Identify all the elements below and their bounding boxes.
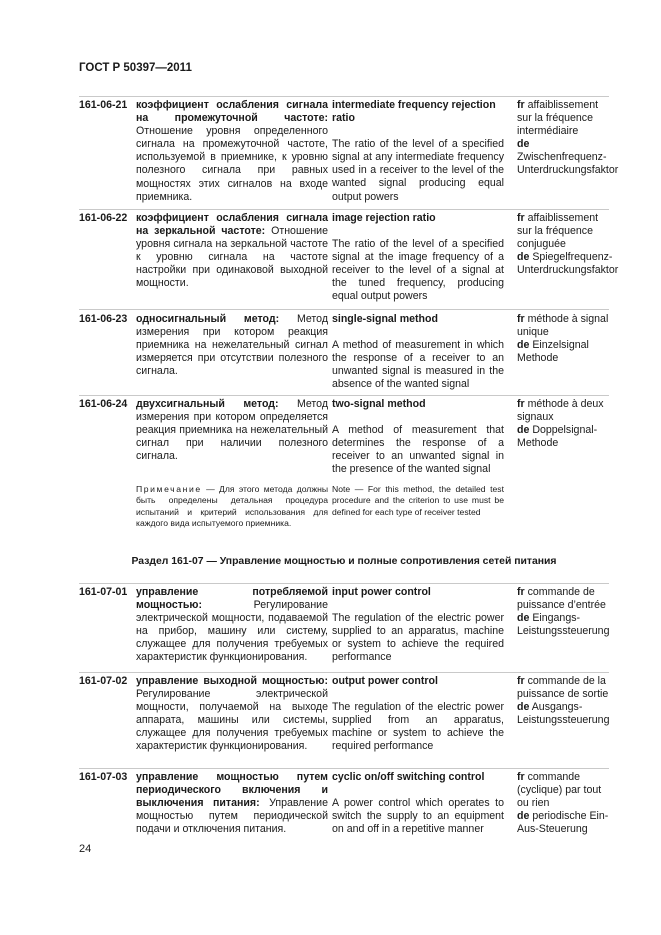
french-term: commande de puissance d’entrée xyxy=(517,586,606,612)
russian-text: Регулирование электрической мощности, получаемой на выходе аппарата, машины или системы, служащее для получения требуемых характеристик функционирования. xyxy=(136,688,328,753)
language-code: de xyxy=(517,701,530,714)
english-text: A method of measurement in which the response of a receiver to an unwanted signal is measured in the absence of the wanted signal xyxy=(332,339,504,391)
language-code: de xyxy=(517,138,530,151)
english-definition xyxy=(332,586,504,664)
english-text: The regulation of the electric power supplied from an apparatus, machine or system to achieve the required performance xyxy=(332,701,504,753)
divider xyxy=(79,309,609,310)
divider xyxy=(79,672,609,673)
russian-text: Регулирование электрической мощности, подаваемой на прибор, машину или систему, служащее для получения требуемых характеристик функционирования. xyxy=(136,599,328,664)
language-code: fr xyxy=(517,212,525,224)
english-definition xyxy=(332,398,504,476)
term-number: 161-07-01 xyxy=(79,586,128,598)
language-code: fr xyxy=(517,675,525,687)
english-note: Note — For this method, the detailed test procedure and the criterion to use must be defined for each type of receiver tested xyxy=(332,484,504,517)
russian-text: Управление мощностью путем периодической подачи и отключения питания. xyxy=(136,797,328,836)
term-number: 161-07-03 xyxy=(79,771,128,783)
german-term: Zwischenfrequenz-Unterdruckungsfaktor xyxy=(517,151,619,177)
language-code: de xyxy=(517,810,530,823)
russian-term: управление выходной мощностью: xyxy=(136,675,328,687)
english-term: single-signal method xyxy=(332,313,438,325)
german-term: Einzelsignal Methode xyxy=(517,339,589,365)
russian-note xyxy=(136,484,328,529)
english-definition xyxy=(332,313,504,391)
german-term: periodische Ein-Aus-Steuerung xyxy=(517,810,609,836)
language-code: de xyxy=(517,251,530,264)
russian-definition xyxy=(136,313,328,378)
russian-term: управление мощностью путем периодического включения и выключения питания: xyxy=(136,771,328,810)
french-german-terms xyxy=(517,99,619,178)
russian-definition xyxy=(136,675,328,754)
english-term: output power control xyxy=(332,675,438,687)
term-number: 161-06-24 xyxy=(79,398,128,410)
language-code: de xyxy=(517,339,530,352)
french-term: méthode à signal unique xyxy=(517,313,609,339)
russian-text: Отношение уровня определенного сигнала на промежуточной частоте, используемой в приемнике, к уровню полезного сигнала при равных мощностях этих сигналов на входе приемника. xyxy=(136,125,328,203)
german-term: Eingangs-Leistungssteuerung xyxy=(517,612,610,638)
document-header: ГОСТ Р 50397—2011 xyxy=(79,62,192,74)
russian-text: Отношение уровня сигнала на зеркальной частоте к уровню сигнала на частоте настройки при одинаковой выходной мощности. xyxy=(136,225,328,290)
term-number: 161-07-02 xyxy=(79,675,128,687)
russian-term: односигнальный метод: xyxy=(136,313,280,325)
french-term: méthode à deux signaux xyxy=(517,398,604,424)
russian-definition xyxy=(136,586,328,665)
language-code: de xyxy=(517,612,530,625)
english-term: intermediate frequency rejection ratio xyxy=(332,99,496,125)
german-term: Doppelsignal-Methode xyxy=(517,424,598,450)
divider xyxy=(79,768,609,769)
german-term: Ausgangs-Leistungssteuerung xyxy=(517,701,610,727)
english-term: input power control xyxy=(332,586,431,598)
russian-term: управление потребляемой мощностью: xyxy=(136,586,328,612)
english-definition xyxy=(332,675,504,753)
term-number: 161-06-22 xyxy=(79,212,128,224)
page-number: 24 xyxy=(79,843,92,855)
language-code: de xyxy=(517,424,530,437)
english-text: A method of measurement that determines the response of a receiver to an unwanted signal in the presence of the wanted signal xyxy=(332,424,504,476)
english-term: image rejection ratio xyxy=(332,212,436,224)
russian-note-text: — Для этого метода должны быть определены детальная процедура испытаний и критерий использования для каждого вида испытуемого приемника. xyxy=(136,484,328,528)
french-german-terms xyxy=(517,675,613,727)
english-term: cyclic on/off switching control xyxy=(332,771,485,783)
french-term: commande (cyclique) par tout ou rien xyxy=(517,771,602,810)
section-heading: Раздел 161-07 — Управление мощностью и полные сопротивления сетей питания xyxy=(131,556,557,567)
language-code: fr xyxy=(517,771,525,783)
russian-term: коэффициент ослабления сигнала на зеркальной частоте: xyxy=(136,212,328,238)
french-term: commande de la puissance de sortie xyxy=(517,675,609,701)
russian-definition xyxy=(136,99,328,204)
german-term: Spiegelfrequenz-Unterdruckungsfaktor xyxy=(517,251,619,277)
english-definition xyxy=(332,771,504,836)
french-german-terms xyxy=(517,771,613,836)
english-definition xyxy=(332,99,504,204)
russian-definition xyxy=(136,771,328,836)
language-code: fr xyxy=(517,313,525,325)
french-german-terms xyxy=(517,212,619,277)
english-text: A power control which operates to switch the supply to an equipment on and off in a repetitive manner xyxy=(332,797,504,836)
russian-text: Метод измерения при котором определяется реакция приемника на нежелательный сигнал при наличии полезного сигнала. xyxy=(136,398,328,463)
french-term: affaiblissement sur la fréquence conjuguée xyxy=(517,212,599,251)
french-german-terms xyxy=(517,313,613,365)
french-term: affaiblissement sur la fréquence intermédiaire xyxy=(517,99,599,138)
divider xyxy=(79,209,609,210)
language-code: fr xyxy=(517,586,525,598)
russian-definition xyxy=(136,212,328,291)
language-code: fr xyxy=(517,398,525,410)
language-code: fr xyxy=(517,99,525,111)
english-text: The regulation of the electric power supplied to an apparatus, machine or system to achieve the required performance xyxy=(332,612,504,664)
english-definition xyxy=(332,212,504,304)
russian-term: коэффициент ослабления сигнала на промежуточной частоте: xyxy=(136,99,328,125)
english-text: The ratio of the level of a specified signal at any intermediate frequency used in a receiver to the level of the wanted signal producing equal output powers xyxy=(332,138,504,203)
term-number: 161-06-21 xyxy=(79,99,128,111)
russian-term: двухсигнальный метод: xyxy=(136,398,279,410)
russian-definition xyxy=(136,398,328,463)
divider xyxy=(79,583,609,584)
english-text: The ratio of the level of a specified signal at the image frequency of a receiver to the level of a signal at the tuned frequency, producing equal output powers xyxy=(332,238,504,303)
french-german-terms xyxy=(517,586,613,638)
divider xyxy=(79,96,609,97)
note-label: Примечание xyxy=(136,484,202,494)
french-german-terms xyxy=(517,398,613,450)
russian-text: Метод измерения при котором реакция приемника на нежелательный сигнал измеряется при отсутствии полезного сигнала. xyxy=(136,313,328,378)
term-number: 161-06-23 xyxy=(79,313,128,325)
divider xyxy=(79,395,609,396)
english-term: two-signal method xyxy=(332,398,426,410)
